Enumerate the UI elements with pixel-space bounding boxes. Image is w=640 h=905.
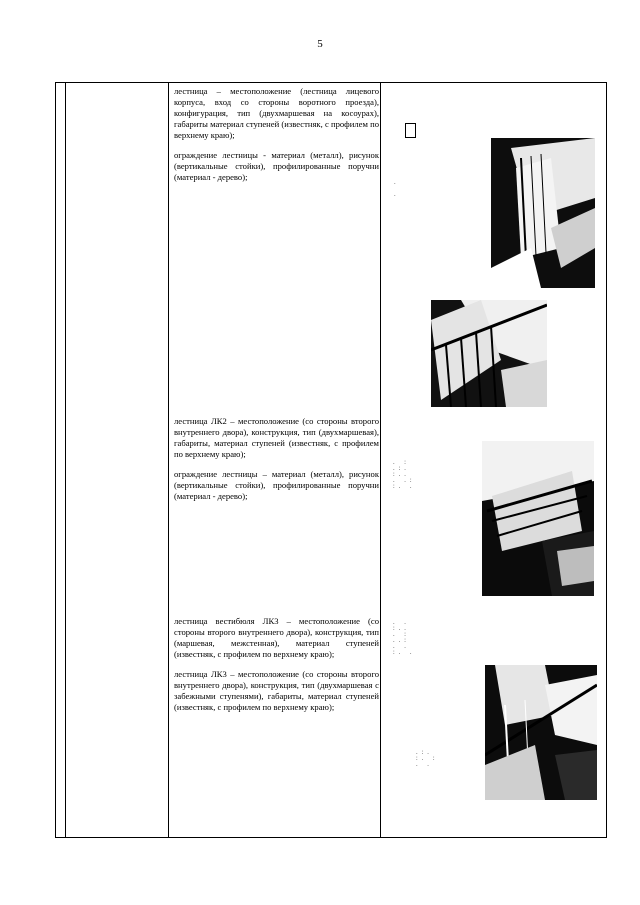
entry-paragraph: лестница вестибюля ЛК3 – местоположение (со стороны второго внутреннего двора), конструкция, тип (маршевая, межстенная), материал ступеней (известняк, с профилем по верхнему краю);: [174, 616, 379, 659]
scan-noise: .:. :. : . .: [415, 749, 438, 768]
entry-paragraph: лестница ЛК2 – местоположение (со стороны второго внутреннего двора), конструкция, тип (двухмаршевая), габариты, материал ступеней (известняк, с профилем по верхнему краю);: [174, 416, 379, 459]
entry-text-1: [174, 86, 379, 192]
scan-noise: . . :.. . : ..: . . :. .: [392, 619, 415, 656]
checkbox-mark: [405, 123, 416, 138]
entry-paragraph: ограждение лестницы – материал (металл), рисунок (вертикальные стойки), профилированные поручни (материал - дерево);: [174, 469, 379, 501]
photo-staircase-lk3: [485, 665, 597, 800]
column-divider: [65, 83, 66, 837]
entry-paragraph: лестница ЛК3 – местоположение (со стороны второго внутреннего двора), конструкция, тип (двухмаршевая с забежными ступенями), габариты, материал ступеней (известняк, с профилем по верхнему краю);: [174, 669, 379, 712]
page-number: 5: [317, 38, 323, 50]
scan-noise: . : .:. :.. . .: :. .: [392, 459, 415, 490]
entry-text-2: [174, 416, 379, 511]
photo-staircase-main-1: [491, 138, 595, 288]
column-divider: [168, 83, 169, 837]
photo-staircase-lk2: [482, 441, 594, 596]
column-divider: [380, 83, 381, 837]
entry-text-3: [174, 616, 379, 722]
entry-paragraph: ограждение лестницы - материал (металл), рисунок (вертикальные стойки), профилированные поручни (материал - дерево);: [174, 150, 379, 182]
scan-noise: . .: [393, 179, 399, 198]
photo-staircase-main-2: [431, 300, 547, 407]
entry-paragraph: лестница – местоположение (лестница лицевого корпуса, вход со стороны воротного проезда), конфигурация, тип (двухмаршевая на косоурах), габариты материал ступеней (известняк, с профилем по верхнему краю);: [174, 86, 379, 140]
